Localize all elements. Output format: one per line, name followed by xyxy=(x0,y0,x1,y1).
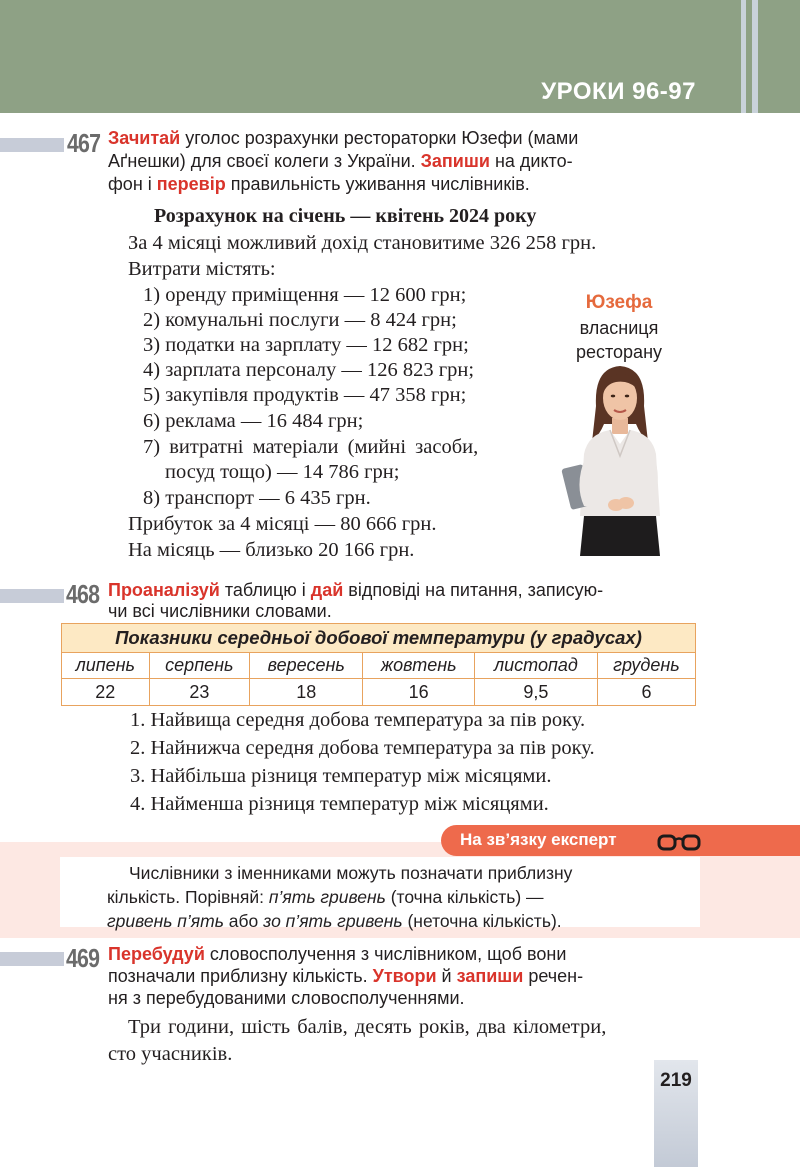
note-example: п’ять гривень xyxy=(268,887,386,907)
expense-item: 2) комунальні послуги — 8 424 грн; xyxy=(143,309,457,331)
instruction-text: Аґнешки) для своєї колеги з України. xyxy=(108,151,421,171)
note-line xyxy=(107,885,687,909)
task-number: 468 xyxy=(66,579,100,609)
note-text: кількість. Порівняй: xyxy=(107,887,269,907)
instruction-text: позначали приблизну кількість. xyxy=(108,966,373,986)
month-cell: листопад xyxy=(474,653,597,679)
instruction-text: речен- xyxy=(523,966,584,986)
value-cell: 23 xyxy=(149,679,249,706)
note-example: гривень п’ять xyxy=(107,911,224,931)
monthly-line: На місяць — близько 20 166 грн. xyxy=(128,539,415,561)
action-word: Запиши xyxy=(420,151,490,171)
lesson-title: УРОКИ 96-97 xyxy=(541,78,696,105)
header-stripe xyxy=(752,0,758,113)
note-line: Числівники з іменниками можуть позначати приблизну xyxy=(129,863,573,883)
note-line xyxy=(107,909,687,933)
expense-item: 4) зарплата персоналу — 126 823 грн; xyxy=(143,359,475,381)
expense-item: 3) податки на зарплату — 12 682 грн; xyxy=(143,334,469,356)
expert-tab-label: На зв’язку експерт xyxy=(460,830,617,849)
value-cell: 22 xyxy=(62,679,150,706)
glasses-icon xyxy=(656,831,702,853)
expenses-label: Витрати містять: xyxy=(128,258,276,280)
task-instruction-line: чи всі числівники словами. xyxy=(108,601,332,621)
value-cell: 6 xyxy=(597,679,695,706)
table-values-row xyxy=(62,679,696,706)
profit-line: Прибуток за 4 місяці — 80 666 грн. xyxy=(128,513,437,535)
instruction-text: відповіді на питання, записую- xyxy=(343,580,604,600)
calculation-title: Розрахунок на січень — квітень 2024 року xyxy=(154,205,537,227)
month-cell: липень xyxy=(62,653,150,679)
value-cell: 9,5 xyxy=(474,679,597,706)
expense-item: 6) реклама — 16 484 грн; xyxy=(143,410,364,432)
note-text: або xyxy=(223,911,264,931)
instruction-text: на дикто- xyxy=(489,151,573,171)
action-word: дай xyxy=(310,580,344,600)
header-stripe xyxy=(741,0,746,113)
expert-note-text xyxy=(107,861,687,933)
month-cell: вересень xyxy=(250,653,363,679)
temperature-table xyxy=(61,623,696,706)
expense-item: 5) закупівля продуктів — 47 358 грн; xyxy=(143,384,467,406)
month-cell: серпень xyxy=(149,653,249,679)
value-cell: 16 xyxy=(363,679,475,706)
action-word: Проаналізуй xyxy=(108,580,220,600)
note-example: зо п’ять гривень xyxy=(263,911,403,931)
task-instruction-line xyxy=(108,964,583,988)
action-word: Утвори xyxy=(372,966,437,986)
table-caption-row xyxy=(62,624,696,653)
action-word: запиши xyxy=(456,966,524,986)
task-marker-bar xyxy=(0,589,64,603)
task-marker-bar xyxy=(0,138,64,152)
question-item: 2. Найнижча середня добова температура за пів року. xyxy=(130,737,595,759)
question-item: 4. Найменша різниця температур між місяцями. xyxy=(130,793,549,815)
task-instruction-line xyxy=(108,942,566,966)
expense-item: 8) транспорт — 6 435 грн. xyxy=(143,487,371,509)
expense-item: 1) оренду приміщення — 12 600 грн; xyxy=(143,284,467,306)
instruction-text: й xyxy=(436,966,457,986)
task-instruction-line xyxy=(108,126,578,150)
exercise-text: Три години, шість балів, десять років, два кілометри, xyxy=(128,1016,607,1038)
expense-item-continued: посуд тощо) — 14 786 грн; xyxy=(165,461,400,483)
task-number: 469 xyxy=(66,943,100,973)
income-line: За 4 місяці можливий дохід становитиме 326 258 грн. xyxy=(128,232,597,254)
action-word: Перебудуй xyxy=(108,944,205,964)
instruction-text: фон і xyxy=(108,174,157,194)
instruction-text: словосполучення з числівником, щоб вони xyxy=(204,944,567,964)
task-instruction-line xyxy=(108,172,530,196)
role-line: власниця xyxy=(579,318,659,338)
question-item: 1. Найвища середня добова температура за пів року. xyxy=(130,709,586,731)
instruction-text: таблицю і xyxy=(219,580,311,600)
task-marker-bar xyxy=(0,952,64,966)
photo-caption-name: Юзефа xyxy=(585,292,653,313)
expense-item: 7) витратні матеріали (мийні засоби, xyxy=(143,436,479,458)
instruction-text: правильність уживання числівників. xyxy=(225,174,530,194)
question-item: 3. Найбільша різниця температур між місяцями. xyxy=(130,765,552,787)
table-header-row xyxy=(62,653,696,679)
role-line: ресторану xyxy=(575,342,663,362)
value-cell: 18 xyxy=(250,679,363,706)
photo-caption-role xyxy=(544,316,694,364)
action-word: Зачитай xyxy=(108,128,181,148)
month-cell: жовтень xyxy=(363,653,475,679)
page-number: 219 xyxy=(660,1070,692,1091)
instruction-text: уголос розрахунки рестораторки Юзефи (мами xyxy=(180,128,579,148)
month-cell: грудень xyxy=(597,653,695,679)
exercise-text: сто учасників. xyxy=(108,1043,233,1065)
table-caption: Показники середньої добової температури (у градусах) xyxy=(62,624,696,653)
note-text: (точна кількість) — xyxy=(385,887,544,907)
task-number: 467 xyxy=(67,128,101,158)
note-text: (неточна кількість). xyxy=(402,911,562,931)
task-instruction-line xyxy=(108,149,573,173)
task-instruction-line: ня з перебудованими словосполученнями. xyxy=(108,988,465,1008)
action-word: перевір xyxy=(156,174,226,194)
